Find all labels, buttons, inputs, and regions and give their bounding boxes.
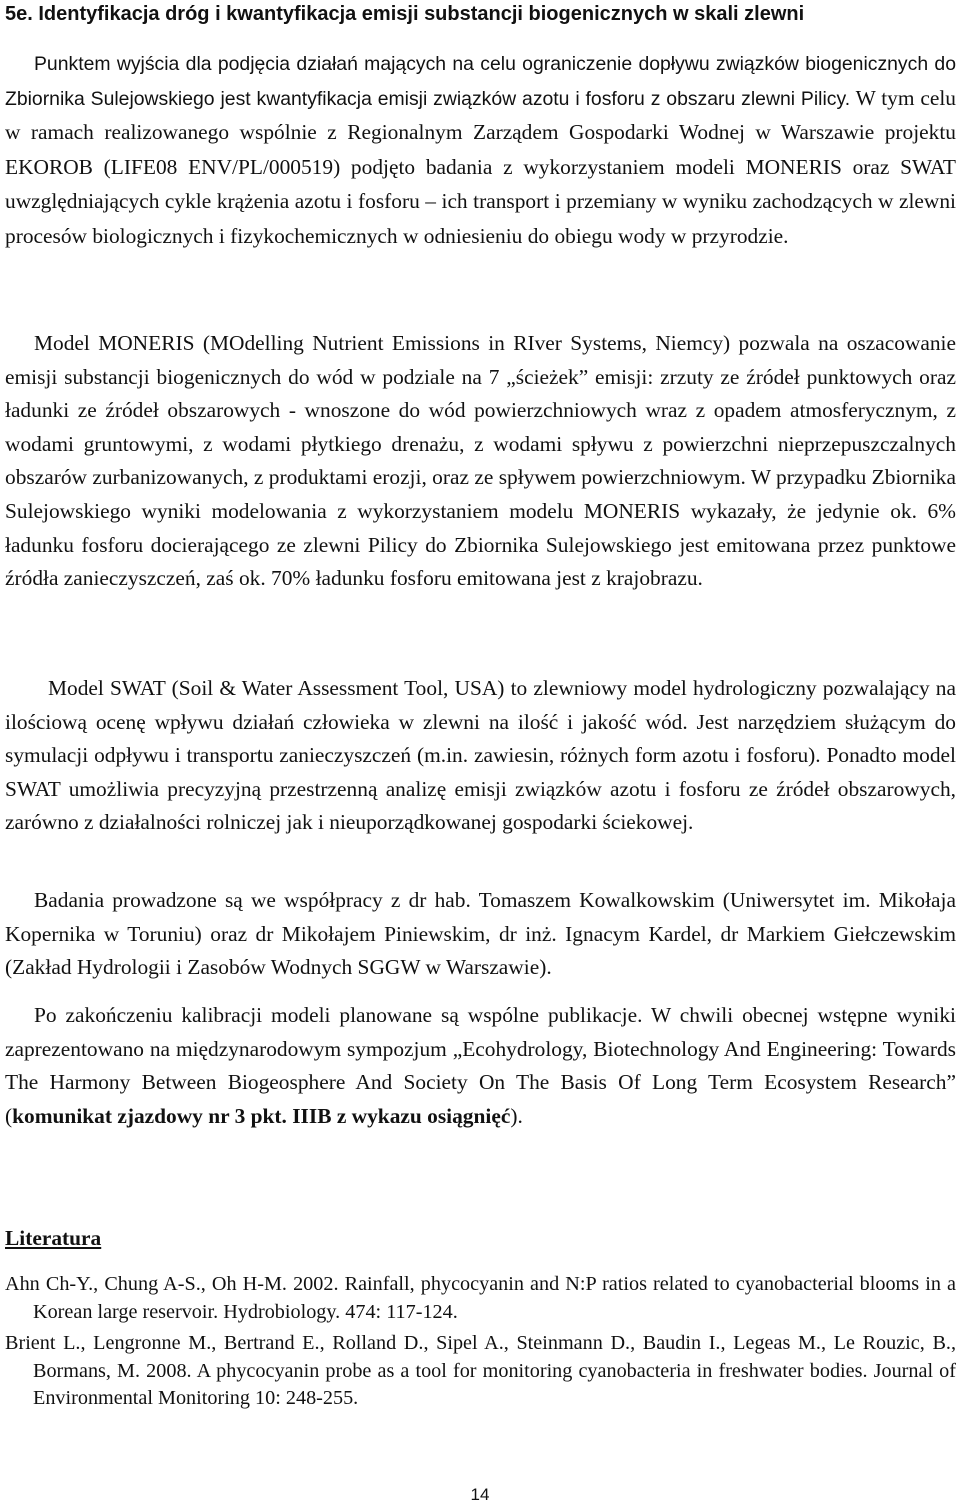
section-heading: 5e. Identyfikacja dróg i kwantyfikacja emisji substancji biogenicznych w skali zlewni	[5, 3, 805, 25]
paragraph-cooperation: Badania prowadzone są we współpracy z dr hab. Tomaszem Kowalkowskim (Uniwersytet im. Mikołaja Kopernika w Toruniu) oraz dr Mikołajem Piniewskim, dr inż. Ignacym Kardel, dr Markiem Giełczewskim (Zakład Hydrologii i Zasobów Wodnych SGGW w Warszawie).	[5, 888, 956, 980]
paragraph-intro	[5, 48, 956, 255]
paragraph-publications	[5, 999, 956, 1133]
reference-item: Brient L., Lengronne M., Bertrand E., Rolland D., Sipel A., Steinmann D., Baudin I., Legeas M., Le Rouzic, B., Bormans, M. 2008. A phycocyanin probe as a tool for monitoring cyanobacteria in freshwater bodies. Journal of Environmental Monitoring 10: 248-255.	[5, 1332, 956, 1410]
paragraph-intro-serif: W tym celu w ramach realizowanego wspólnie z Regionalnym Zarządem Gospodarki Wodnej w Warszawie projektu EKOROB (LIFE08 ENV/PL/000519) podjęto badania z wykorzystaniem modeli MONERIS oraz SWAT uwzględniających cykle krążenia azotu i fosforu – ich transport i przemiany w wyniku zachodzących w zlewni procesów biologicznych i fizykochemicznych w odniesieniu do obiegu wody w przyrodzie.	[5, 85, 956, 248]
paragraph-publications-end: ).	[510, 1103, 523, 1128]
paragraph-moneris: Model MONERIS (MOdelling Nutrient Emissions in RIver Systems, Niemcy) pozwala na oszacowanie emisji substancji biogenicznych do wód w podziale na 7 „ścieżek” emisji: zrzuty ze źródeł punktowych oraz ładunki ze źródeł obszarowych - wnoszone do wód powierzchniowych wraz z opadem atmosferycznym, z wodami gruntowymi, z wodami płytkiego drenażu, z wodami spływu z powierzchni nieprzepuszczalnych obszarów zurbanizowanych, z produktami erozji, oraz ze spływem powierzchniowym. W przypadku Zbiornika Sulejowskiego wyniki modelowania z wykorzystaniem modelu MONERIS wykazały, że jedynie ok. 6% ładunku fosforu docierającego ze zlewni Pilicy do Zbiornika Sulejowskiego jest emitowana przez punktowe źródła zanieczyszczeń, zaś ok. 70% ładunku fosforu emitowana jest z krajobrazu.	[5, 331, 956, 591]
achievement-reference: komunikat zjazdowy nr 3 pkt. IIIB z wykazu osiągnięć	[12, 1103, 511, 1128]
paragraph-intro-sans: Punktem wyjścia dla podjęcia działań mających na celu ograniczenie dopływu związków biogenicznych do Zbiornika Sulejowskiego jest kwantyfikacja emisji związków azotu i fosforu z obszaru zlewni Pilicy.	[5, 53, 956, 110]
paragraph-publications-text: Po zakończeniu kalibracji modeli planowane są wspólne publikacje. W chwili obecnej wstępne wyniki zaprezentowano na międzynarodowym sympozjum „Ecohydrology, Biotechnology And Engineering: Towards The Harmony Between Biogeosphere And Society On The Basis Of Long Term Ecosystem Research” (	[5, 1003, 956, 1128]
reference-item: Ahn Ch-Y., Chung A-S., Oh H-M. 2002. Rainfall, phycocyanin and N:P ratios related to cyanobacterial blooms in a Korean large reservoir. Hydrobiology. 474: 117-124.	[5, 1273, 956, 1323]
literature-heading: Literatura	[5, 1226, 102, 1250]
page-number: 14	[470, 1485, 490, 1504]
paragraph-swat: Model SWAT (Soil & Water Assessment Tool, USA) to zlewniowy model hydrologiczny pozwalający na ilościową ocenę wpływu działań człowieka w zlewni na ilość i jakość wód. Jest narzędziem służącym do symulacji odpływu i transportu zanieczyszczeń (m.in. zawiesin, różnych form azotu i fosforu). Ponadto model SWAT umożliwia precyzyjną przestrzenną analizę emisji związków azotu i fosforu ze źródeł obszarowych, zarówno z działalności rolniczej jak i nieuporządkowanej gospodarki ściekowej.	[5, 676, 956, 835]
